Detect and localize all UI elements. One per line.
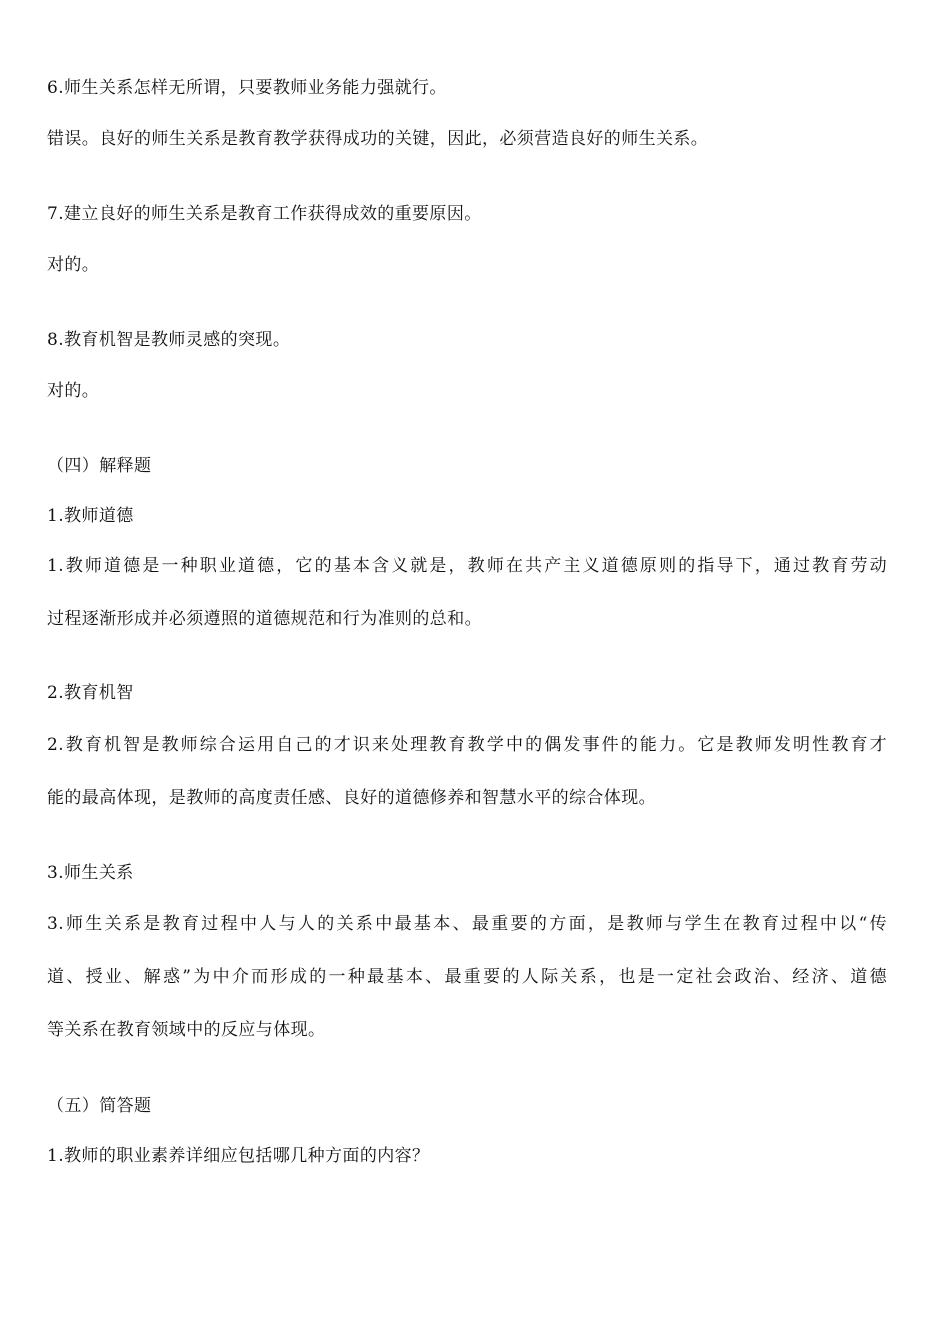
question-6: 6.师生关系怎样无所谓，只要教师业务能力强就行。	[47, 78, 447, 98]
question-8: 8.教育机智是教师灵感的突现。	[47, 330, 291, 350]
definition-educational-wisdom-line-1: 2.教育机智是教师综合运用自己的才识来处理教育教学中的偶发事件的能力。它是教师发明性教育才	[47, 735, 887, 755]
question-7: 7.建立良好的师生关系是教育工作获得成效的重要原因。	[47, 204, 482, 224]
definition-teacher-ethics-line-2: 过程逐渐形成并必须遵照的道德规范和行为准则的总和。	[47, 609, 482, 629]
answer-8: 对的。	[47, 381, 100, 401]
section-heading-short-answer: （五）简答题	[47, 1096, 152, 1116]
term-teacher-student-relationship: 3.师生关系	[47, 863, 134, 883]
short-answer-question-1: 1.教师的职业素养详细应包括哪几种方面的内容？	[47, 1146, 430, 1166]
term-teacher-ethics: 1.教师道德	[47, 506, 134, 526]
answer-7: 对的。	[47, 255, 100, 275]
definition-relationship-line-2: 道、授业、解惑”为中介而形成的一种最基本、最重要的人际关系，也是一定社会政治、经济、道德	[47, 967, 887, 987]
definition-relationship-line-3: 等关系在教育领域中的反应与体现。	[47, 1020, 326, 1040]
term-educational-wisdom: 2.教育机智	[47, 683, 134, 703]
definition-teacher-ethics-line-1: 1.教师道德是一种职业道德，它的基本含义就是，教师在共产主义道德原则的指导下，通过教育劳动	[47, 556, 887, 576]
answer-6: 错误。良好的师生关系是教育教学获得成功的关键，因此，必须营造良好的师生关系。	[47, 129, 709, 149]
section-heading-explanation: （四）解释题	[47, 456, 152, 476]
definition-relationship-line-1: 3.师生关系是教育过程中人与人的关系中最基本、最重要的方面，是教师与学生在教育过程中以“传	[47, 914, 887, 934]
definition-educational-wisdom-line-2: 能的最高体现，是教师的高度责任感、良好的道德修养和智慧水平的综合体现。	[47, 788, 656, 808]
